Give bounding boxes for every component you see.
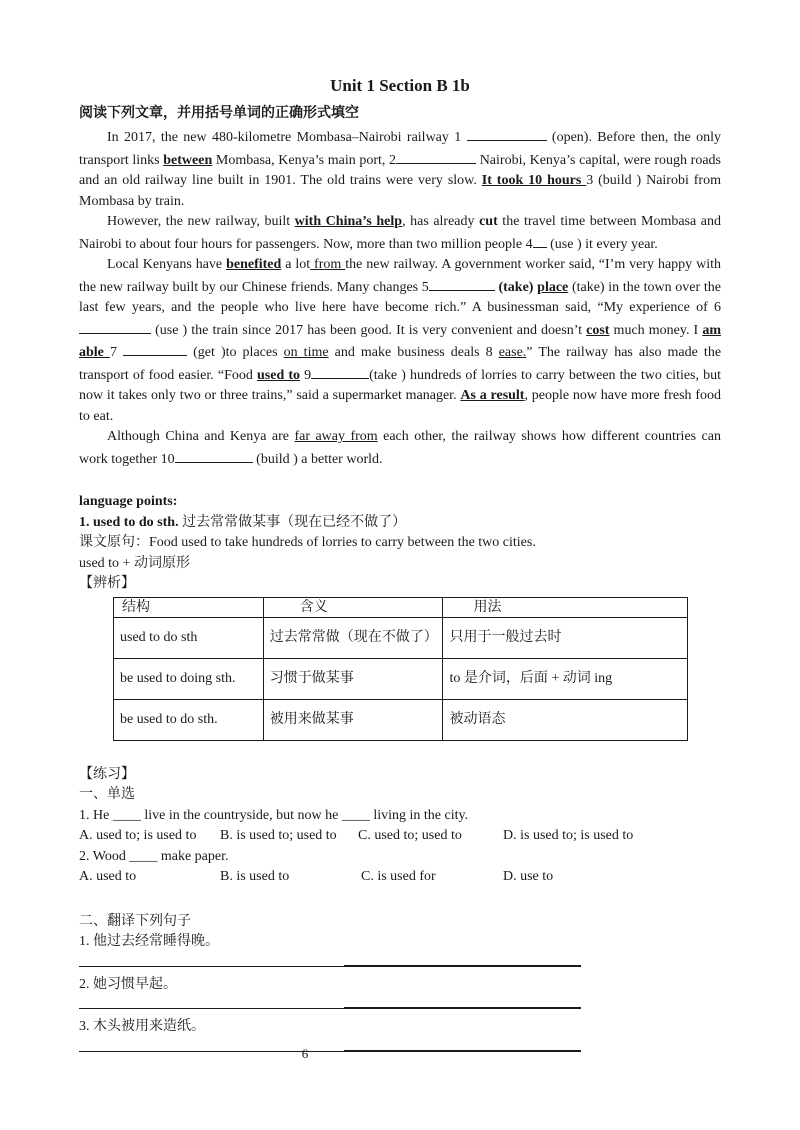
table-cell: be used to doing sth.	[114, 658, 264, 699]
translate-3: 3. 木头被用来造纸。	[79, 1019, 205, 1034]
document-page	[79, 76, 721, 1060]
table-cell: used to do sth	[114, 617, 264, 658]
blank-6[interactable]	[79, 319, 151, 334]
paragraph-1: In 2017, the new 480-kilometre Mombasa–Nairobi railway 1 (open). Before then, the only transport links between Mombasa, Kenya’s main port, 2 Nairobi, Kenya’s capital, were rough roads and an old railway line built in 1901. The old trains were very slow. It took 10 hours 3 (build ) Nairobi from Mombasa by train.	[79, 126, 721, 212]
language-points	[79, 492, 721, 595]
answer-line-2[interactable]	[79, 995, 721, 1017]
blank-2[interactable]	[396, 149, 476, 164]
option[interactable]: C. used to; used to	[358, 828, 462, 843]
question-1: 1. He ____ live in the countryside, but now he ____ living in the city.	[79, 807, 469, 823]
language-heading: language points:	[79, 494, 178, 509]
option[interactable]: B. is used to	[220, 869, 290, 884]
table-cell: 被用来做某事	[263, 699, 443, 740]
blank-1[interactable]	[467, 126, 547, 141]
page-number: 6	[301, 1046, 309, 1061]
analysis-heading: 【辨析】	[79, 576, 135, 591]
paragraph-4: Although China and Kenya are far away from each other, the railway shows how different countries can work together 10 (build ) a better world.	[79, 429, 721, 467]
paragraph-3: Local Kenyans have benefited a lot from the new railway. A government worker said, “I’m very happy with the new railway built by our Chinese friends. Many changes 5 (take) place (take) in the town over the last few years, and the people who live here have become rich.” A businessman said, “My experience of 6 (use ) the train since 2017 has been good. It is very convenient and doesn’t cost much money. I am able 7 (get )to places on time and make business deals 8 ease.” The railway has also made the transport of food easier. “Food used to 9 (take ) hundreds of lorries to carry between the two cities, but now it takes only two or three trains,” said a supermarket manager. As a result, people now have more fresh food to eat.	[79, 257, 722, 424]
table-cell: 只用于一般过去时	[443, 617, 688, 658]
comparison-table	[113, 597, 688, 741]
part-1-heading: 一、单选	[79, 787, 135, 802]
exercise-section	[79, 765, 721, 1060]
instruction: 阅读下列文章，并用括号单词的正确形式填空	[79, 106, 359, 121]
question-2-options	[79, 867, 721, 888]
option[interactable]: A. used to	[79, 869, 137, 884]
table-header-row	[114, 597, 688, 617]
page-title: Unit 1 Section B 1b	[330, 76, 470, 95]
table-cell: be used to do sth.	[114, 699, 264, 740]
paragraph-2: However, the new railway, built with China’s help, has already cut the travel time between Mombasa and Nairobi to about four hours for passengers. Now, more than two million people 4 (use ) it every year.	[79, 214, 721, 252]
option[interactable]: D. is used to; is used to	[503, 828, 634, 843]
table-cell: 被动语态	[443, 699, 688, 740]
point-1: 1. used to do sth. 过去常常做某事（现在已经不做了）	[79, 514, 407, 530]
blank-7[interactable]	[123, 341, 187, 356]
question-2: 2. Wood ____ make paper.	[79, 848, 229, 864]
blank-10[interactable]	[175, 448, 253, 463]
table-cell: 过去常常做（现在不做了）	[263, 617, 443, 658]
table-cell: to 是介词，后面 + 动词 ing	[443, 658, 688, 699]
part-2-heading: 二、翻译下列句子	[79, 913, 191, 929]
blank-9[interactable]	[311, 364, 369, 379]
question-1-options	[79, 826, 721, 847]
blank-5[interactable]	[429, 276, 495, 291]
option[interactable]: A. used to; is used to	[79, 828, 197, 843]
form-note: used to + 动词原形	[79, 555, 190, 571]
exercise-heading: 【练习】	[79, 766, 135, 782]
translate-2: 2. 她习惯早起。	[79, 976, 177, 992]
option[interactable]: D. use to	[503, 869, 554, 884]
original-sentence: 课文原句：Food used to take hundreds of lorries to carry between the two cities.	[79, 535, 536, 550]
table-header: 结构	[114, 597, 264, 617]
table-row	[114, 617, 688, 658]
answer-line-1[interactable]	[79, 953, 721, 975]
passage	[79, 126, 721, 470]
translate-1: 1. 他过去经常睡得晚。	[79, 934, 219, 949]
blank-4[interactable]	[533, 233, 547, 248]
table-header: 含义	[263, 597, 443, 617]
table-cell: 习惯于做某事	[263, 658, 443, 699]
table-row	[114, 699, 688, 740]
option[interactable]: C. is used for	[361, 869, 436, 884]
option[interactable]: B. is used to; used to	[220, 828, 337, 843]
table-row	[114, 658, 688, 699]
table-header: 用法	[443, 597, 688, 617]
